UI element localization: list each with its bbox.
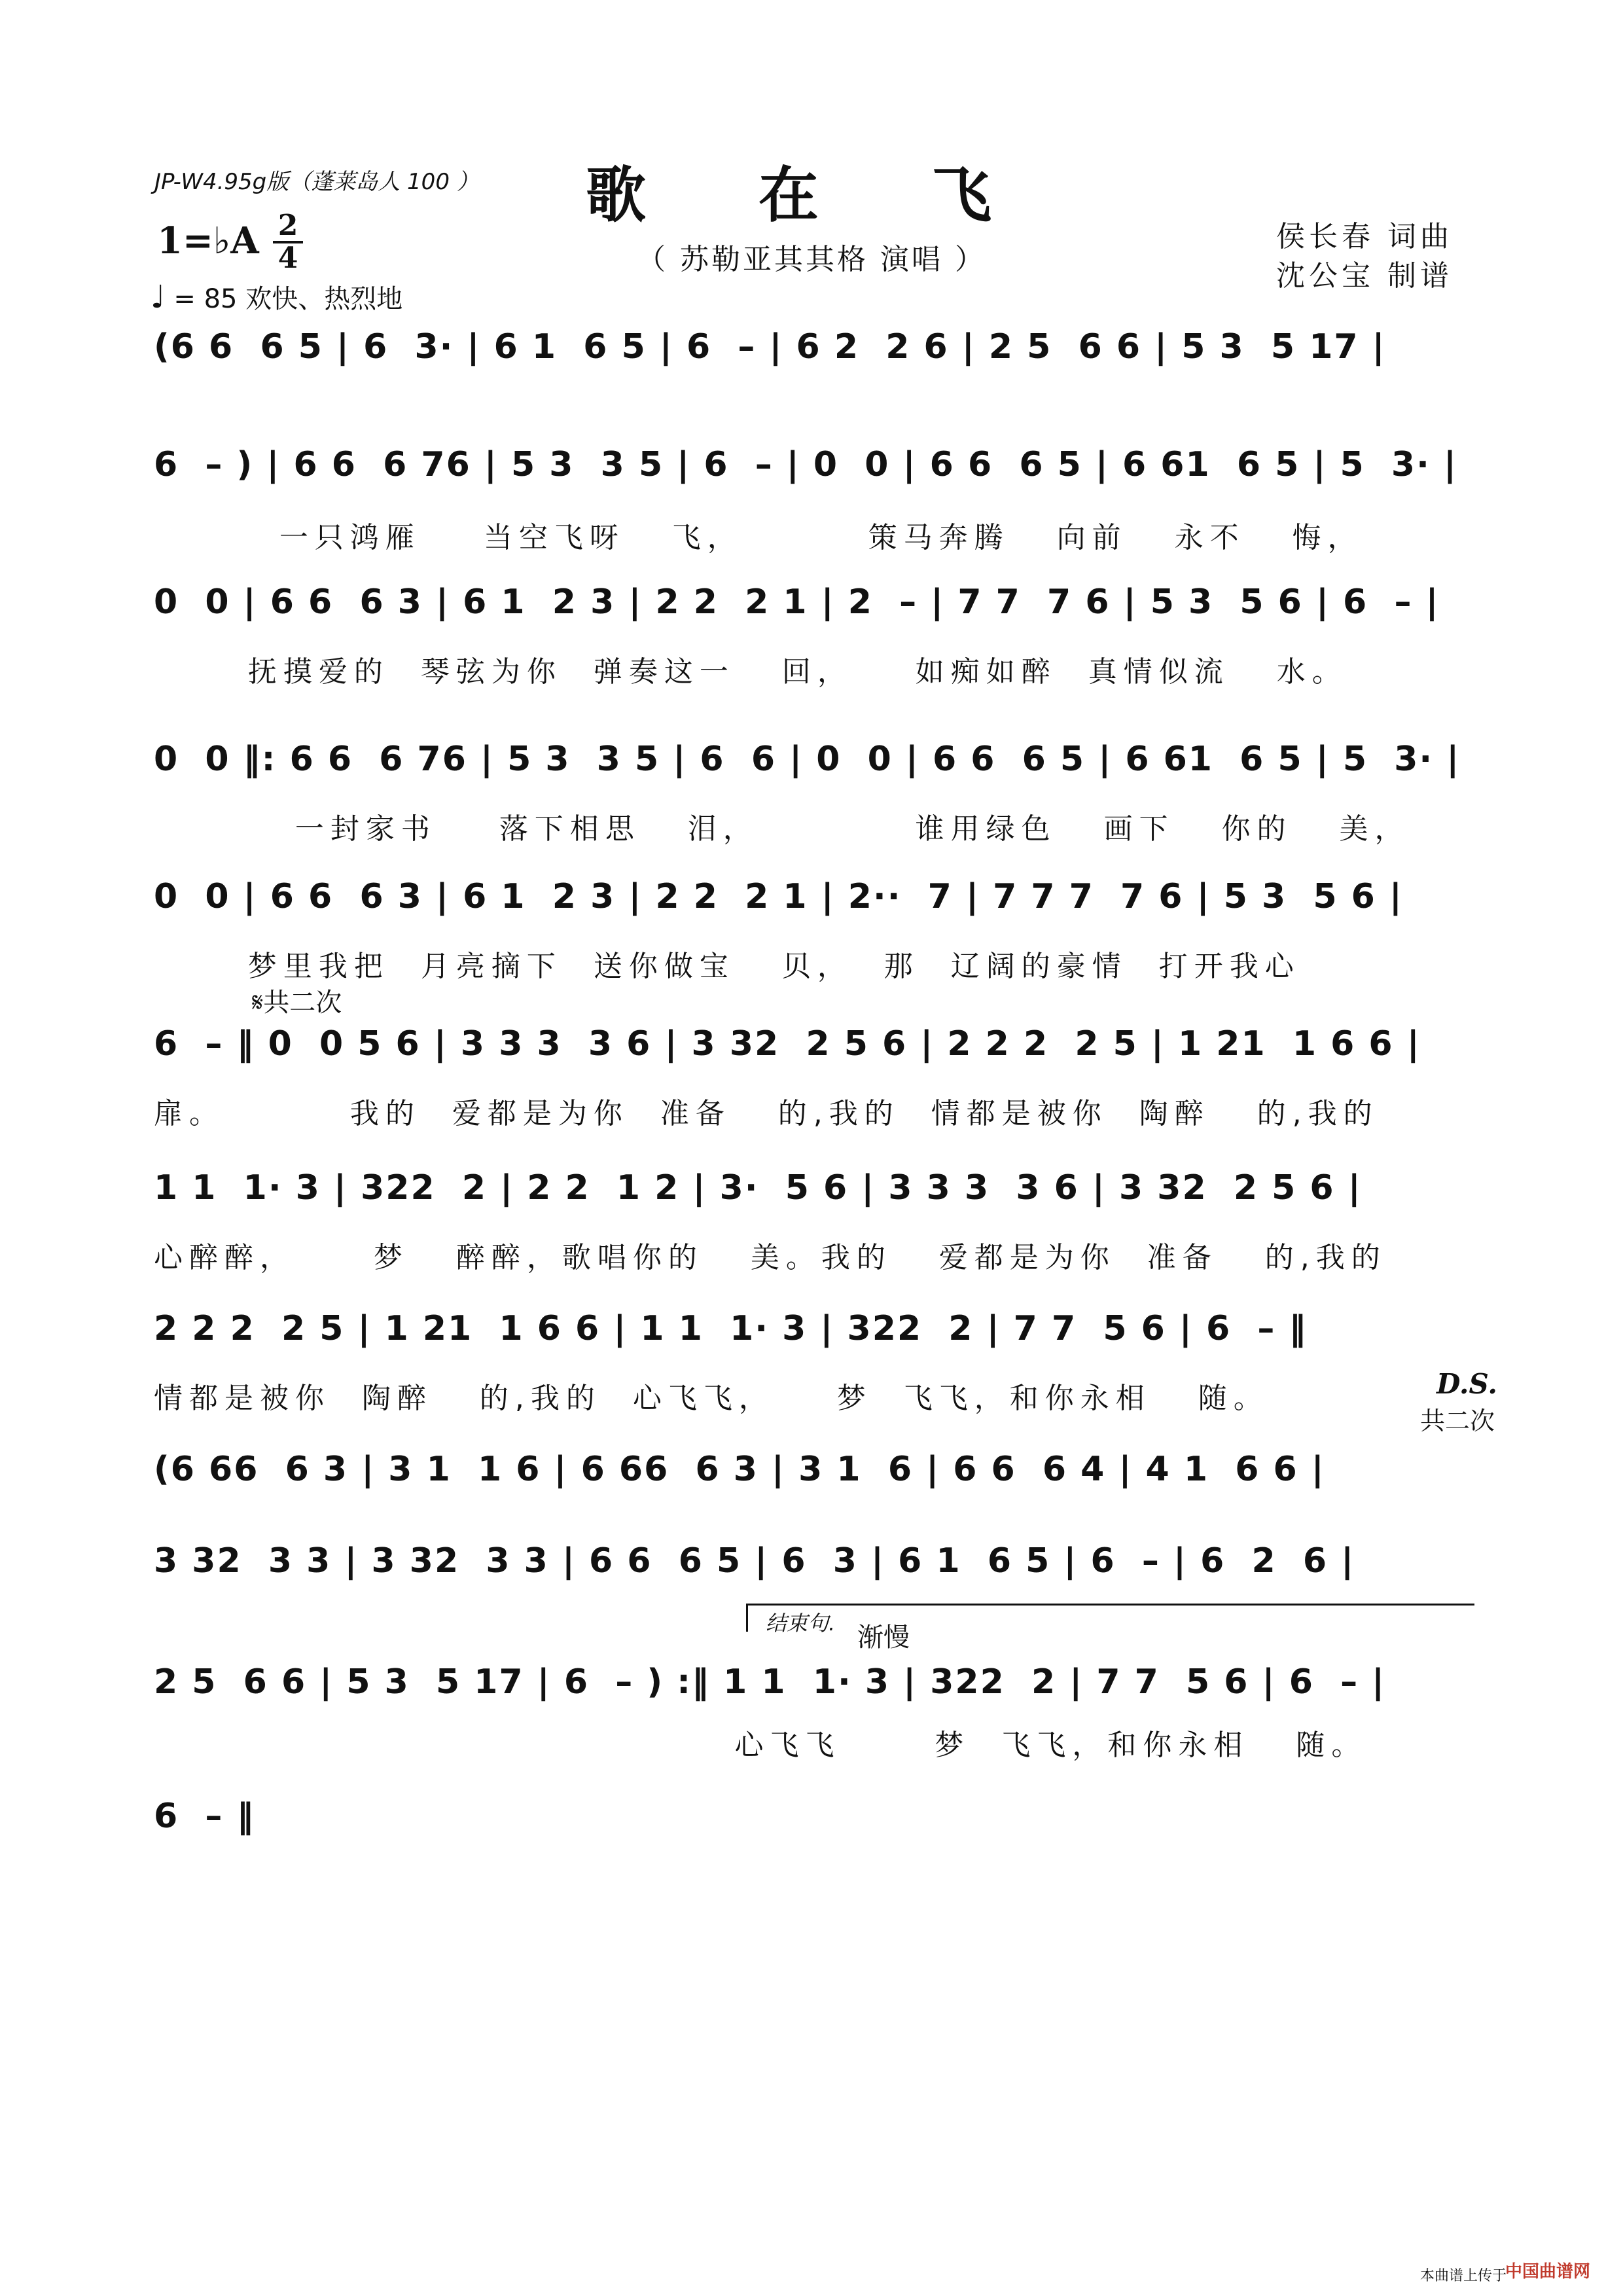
performer-credit: （ 苏勒亚其其格 演唱 ） — [637, 243, 986, 276]
lyrics-row-5: 梦里我把 月亮摘下 送你做宝 贝， 那 辽阔的豪情 打开我心 — [154, 950, 1300, 983]
site-logo: 中国曲谱网 — [1505, 2262, 1591, 2282]
score-row-11: 2 5 6 6 | 5 3 5 17 | 6 – ) :‖ 1 1 1· 3 | 322 2 | 7 7 5 6 | 6 – | — [154, 1662, 1386, 1702]
score-row-4: 0 0 ‖: 6 6 6 76 | 5 3 3 5 | 6 6 | 0 0 | 6 6 6 5 | 6 61 6 5 | 5 3· | — [154, 740, 1461, 779]
time-denominator: 4 — [277, 242, 298, 275]
tempo-marking — [151, 278, 402, 315]
lyrics-row-6: 扉。 我的 爱都是为你 准备 的,我的 情都是被你 陶醉 的,我的 — [154, 1097, 1379, 1130]
score-row-2: 6 – ) | 6 6 6 76 | 5 3 3 5 | 6 – | 0 0 | 6 6 6 5 | 6 61 6 5 | 5 3· | — [154, 445, 1457, 484]
score-row-3: 0 0 | 6 6 6 3 | 6 1 2 3 | 2 2 2 1 | 2 – | 7 7 7 6 | 5 3 5 6 | 6 – | — [154, 583, 1440, 622]
lyricist-credit: 侯长春 词曲 — [1276, 220, 1453, 253]
score-row-6: 6 – ‖ 0 0 5 6 | 3 3 3 3 6 | 3 32 2 5 6 | 2 2 2 2 5 | 1 21 1 6 6 | — [154, 1024, 1421, 1064]
transcriber-credit: 沈公宝 制谱 — [1276, 259, 1453, 293]
ds-times: 共二次 — [1420, 1407, 1495, 1435]
score-row-5: 0 0 | 6 6 6 3 | 6 1 2 3 | 2 2 2 1 | 2·· 7 | 7 7 7 7 6 | 5 3 5 6 | — [154, 877, 1403, 916]
ending-bracket — [746, 1604, 1474, 1632]
lyrics-row-7: 心醉醉， 梦 醉醉，歌唱你的 美。我的 爱都是为你 准备 的,我的 — [154, 1241, 1387, 1274]
score-row-9: (6 66 6 3 | 3 1 1 6 | 6 66 6 3 | 3 1 6 | 6 6 6 4 | 4 1 6 6 | — [154, 1450, 1325, 1489]
ending-label: 结束句. — [766, 1611, 836, 1636]
lyrics-row-4: 一封家书 落下相思 泪， 谁用绿色 画下 你的 美， — [154, 812, 1410, 846]
time-signature — [272, 211, 304, 274]
score-row-8: 2 2 2 2 5 | 1 21 1 6 6 | 1 1 1· 3 | 322 2 | 7 7 5 6 | 6 – ‖ — [154, 1309, 1308, 1348]
score-row-7: 1 1 1· 3 | 322 2 | 2 2 1 2 | 3· 5 6 | 3 3 3 3 6 | 3 32 2 5 6 | — [154, 1168, 1362, 1208]
ds-mark: D.S. — [1436, 1368, 1498, 1400]
lyrics-row-8: 情都是被你 陶醉 的,我的 心飞飞， 梦 飞飞，和你永相 随。 — [154, 1382, 1269, 1415]
footer-upload-note: 本曲谱上传于 — [1420, 2268, 1507, 2284]
lyrics-row-3: 抚摸爱的 琴弦为你 弹奏这一 回， 如痴如醉 真情似流 水。 — [154, 655, 1347, 689]
quarter-note-icon: ♩ — [151, 279, 166, 315]
time-numerator: 2 — [277, 209, 298, 242]
key-signature: 1=♭A — [157, 219, 259, 262]
score-row-1: (6 6 6 5 | 6 3· | 6 1 6 5 | 6 – | 6 2 2 6 | 2 5 6 6 | 5 3 5 17 | — [154, 327, 1386, 367]
score-row-12: 6 – ‖ — [154, 1797, 255, 1836]
song-title: 歌 在 飞 — [585, 160, 1038, 230]
lyrics-row-11: 心飞飞 梦 飞飞，和你永相 随。 — [154, 1729, 1367, 1762]
tempo-text: = 85 欢快、热烈地 — [173, 284, 403, 314]
score-row-10: 3 32 3 3 | 3 32 3 3 | 6 6 6 5 | 6 3 | 6 1 6 5 | 6 – | 6 2 6 | — [154, 1541, 1355, 1581]
segno-mark: 𝄋共二次 — [252, 988, 342, 1018]
edition-note: JP-W4.95g版（蓬莱岛人 100 ） — [154, 169, 479, 195]
ritardando-mark: 渐慢 — [857, 1623, 910, 1653]
lyrics-row-2: 一只鸿雁 当空飞呀 飞， 策马奔腾 向前 永不 悔， — [154, 521, 1363, 554]
